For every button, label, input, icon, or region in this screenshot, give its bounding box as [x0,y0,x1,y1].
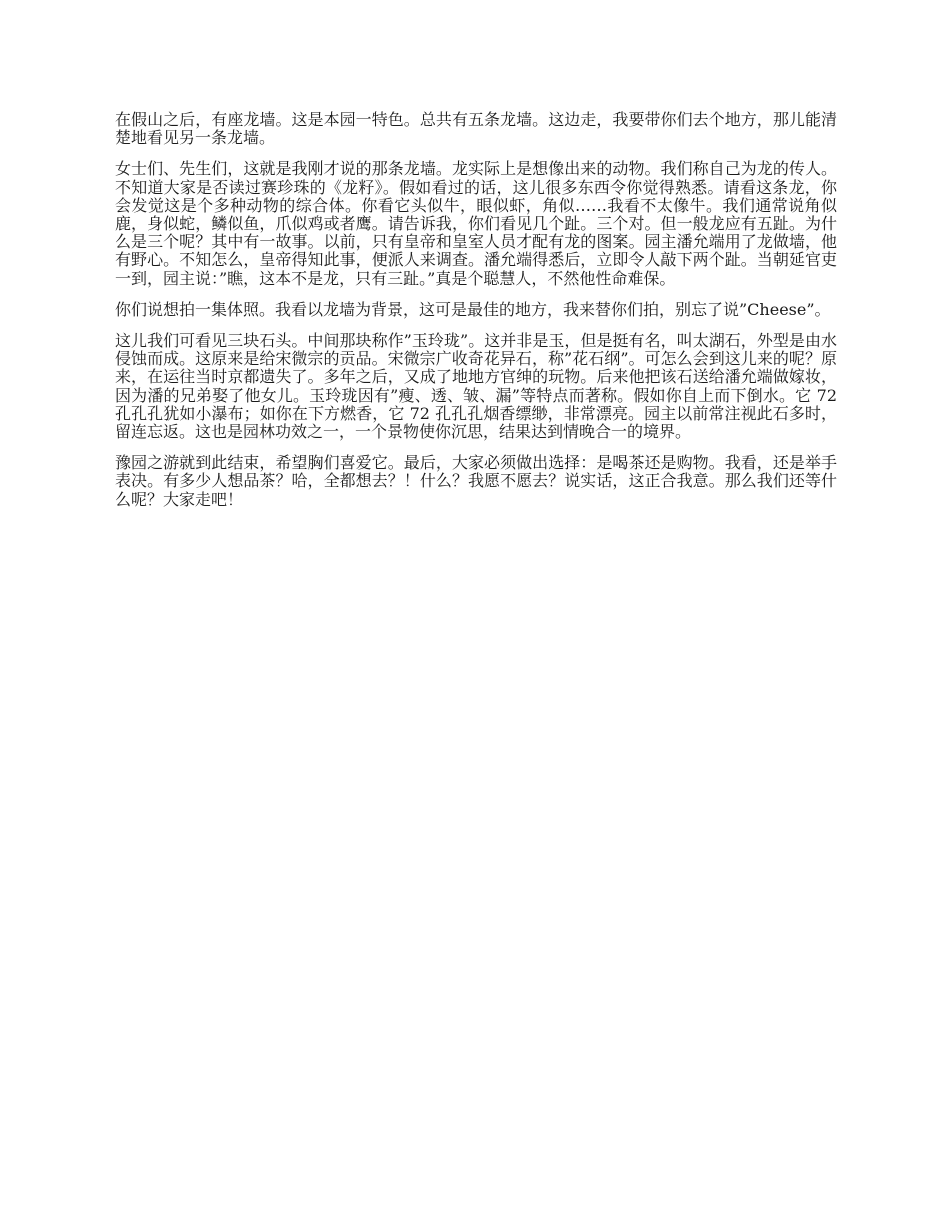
paragraph-group-photo: 你们说想拍一集体照。我看以龙墙为背景，这可是最佳的地方，我来替你们拍，别忘了说”Cheese”。 [115,299,831,319]
document-body [115,111,837,522]
paragraph-tour-ending: 豫园之游就到此结束，希望胸们喜爱它。最后，大家必须做出选择：是喝茶还是购物。我看，还是举手表决。有多少人想品茶？哈，全都想去？！什么？我愿不愿去？说实话，这正合我意。那么我们还等什么呢？大家走吧！ [115,453,837,509]
paragraph-jade-rock: 这儿我们可看见三块石头。中间那块称作”玉玲珑”。这并非是玉，但是挺有名，叫太湖石，外型是由水侵蚀而成。这原来是给宋微宗的贡品。宋微宗广收奇花异石，称”花石纲”。可怎么会到这儿来的呢？原来，在运往当时京都遗失了。多年之后，又成了地地方官绅的玩物。后来他把该石送给潘允端做嫁妆，因为潘的兄弟娶了他女儿。玉玲珑因有”瘦、透、皱、漏”等特点而著称。假如你自上而下倒水。它 72 孔孔孔犹如小瀑布；如你在下方燃香，它 72 孔孔孔烟香缥缈，非常漂亮。园主以前常注视此石多时，留连忘返。这也是园林功效之一，一个景物使你沉思，结果达到情晚合一的境界。 [115,331,837,442]
paragraph-dragon-wall-intro: 在假山之后，有座龙墙。这是本园一特色。总共有五条龙墙。这边走，我要带你们去个地方，那儿能清楚地看见另一条龙墙。 [115,110,837,148]
paragraph-dragon-description: 女士们、先生们，这就是我刚才说的那条龙墙。龙实际上是想像出来的动物。我们称自己为龙的传人。不知道大家是否读过赛珍珠的《龙籽》。假如看过的话，这儿很多东西令你觉得熟悉。请看这条龙，你会发觉这是个多种动物的综合体。你看它头似牛，眼似虾，角似……我看不太像牛。我们通常说角似鹿，身似蛇，鳞似鱼，爪似鸡或者鹰。请告诉我，你们看见几个趾。三个对。但一般龙应有五趾。为什么是三个呢？其中有一故事。以前，只有皇帝和皇室人员才配有龙的图案。园主潘允端用了龙做墙，他有野心。不知怎么，皇帝得知此事，便派人来调查。潘允端得悉后，立即令人敲下两个趾。当朝延官吏一到，园主说：”瞧，这本不是龙，只有三趾。”真是个聪慧人，不然他性命难保。 [115,159,837,288]
